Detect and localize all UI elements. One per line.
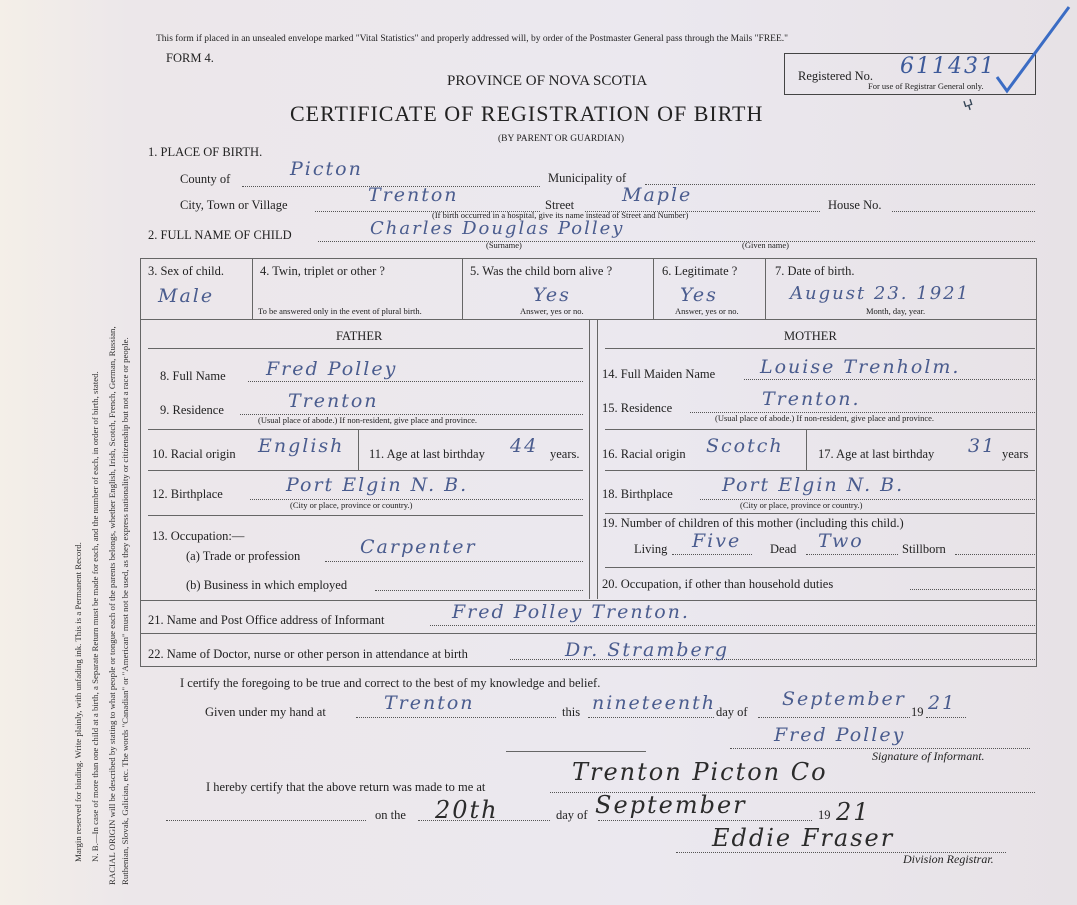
- mother-race-value: Scotch: [706, 435, 784, 457]
- father-name-label: 8. Full Name: [160, 369, 226, 383]
- occupation-label: 13. Occupation:—: [152, 529, 245, 543]
- father-age-value: 44: [510, 435, 539, 457]
- mother-birthplace-label: 18. Birthplace: [602, 487, 673, 501]
- certify-text: I certify the foregoing to be true and correct to the best of my knowledge and belief.: [180, 676, 601, 690]
- mother-years: years: [1002, 447, 1029, 461]
- mother-residence-label: 15. Residence: [602, 401, 673, 415]
- county-value: Picton: [290, 158, 363, 180]
- house-label: House No.: [828, 198, 882, 212]
- twin-label: 4. Twin, triplet or other ?: [260, 264, 385, 278]
- registered-number: 611431: [900, 54, 996, 79]
- form-number: FORM 4.: [166, 51, 214, 65]
- parents-divider: [589, 319, 590, 599]
- stillborn-line: [955, 554, 1035, 555]
- father-birthplace-label: 12. Birthplace: [152, 487, 223, 501]
- parents-divider: [597, 319, 598, 599]
- living-value: Five: [692, 530, 742, 552]
- dead-label: Dead: [770, 542, 797, 556]
- mother-name-label: 14. Full Maiden Name: [602, 367, 716, 381]
- trade-value: Carpenter: [360, 536, 477, 558]
- father-rule: [148, 515, 583, 516]
- legitimate-value: Yes: [680, 284, 718, 306]
- father-birthplace-value: Port Elgin N. B.: [286, 474, 469, 496]
- mother-name-line: [744, 379, 1035, 380]
- postal-note: This form if placed in an unsealed envelope marked "Vital Statistics" and properly addressed will, by order of the Postmaster General pass through the Mails "FREE.": [156, 34, 789, 44]
- born-alive-value: Yes: [533, 284, 571, 306]
- mother-birthplace-value: Port Elgin N. B.: [722, 474, 905, 496]
- registrar-place-value: Trenton Picton Co: [572, 758, 828, 786]
- father-residence-value: Trenton: [288, 390, 379, 412]
- business-label: (b) Business in which employed: [186, 578, 348, 592]
- father-cell-divider: [358, 430, 359, 470]
- mother-residence-note: (Usual place of abode.) If non-resident, give place and province.: [715, 413, 935, 423]
- municipality-label: Municipality of: [548, 171, 627, 185]
- mother-rule: [605, 470, 1035, 471]
- mother-occupation-line: [910, 589, 1035, 590]
- given-under-label: Given under my hand at: [205, 705, 326, 719]
- surname-note: (Surname): [486, 240, 522, 250]
- division-registrar-label: Division Registrar.: [903, 852, 994, 866]
- margin-note-2: N. B.—In case of more than one child at a birth, a Separate Return must be made for each, and the number of each, in order of birth, stated.: [90, 371, 100, 862]
- street-value: Maple: [622, 184, 693, 206]
- county-label: County of: [180, 172, 231, 186]
- date-of-birth-value: August 23. 1921: [790, 283, 971, 304]
- born-alive-note: Answer, yes or no.: [520, 306, 584, 316]
- trade-line: [325, 561, 583, 562]
- registered-label: Registered No.: [798, 69, 873, 83]
- legitimate-label: 6. Legitimate ?: [662, 264, 738, 278]
- city-value: Trenton: [368, 184, 459, 206]
- given-place-value: Trenton: [384, 692, 475, 714]
- father-residence-note: (Usual place of abode.) If non-resident, give place and province.: [258, 415, 478, 425]
- father-heading-rule: [148, 348, 583, 349]
- child-name-label: 2. FULL NAME OF CHILD: [148, 228, 292, 242]
- cell-divider: [462, 258, 463, 319]
- registrar-use-note: For use of Registrar General only.: [868, 81, 984, 91]
- cell-divider: [765, 258, 766, 319]
- father-race-label: 10. Racial origin: [152, 447, 236, 461]
- legitimate-note: Answer, yes or no.: [675, 306, 739, 316]
- certificate-subtitle: (BY PARENT OR GUARDIAN): [498, 134, 625, 144]
- cell-divider: [653, 258, 654, 319]
- father-age-label: 11. Age at last birthday: [369, 447, 485, 461]
- check-mark-icon: [985, 5, 1075, 95]
- dead-line: [806, 554, 898, 555]
- mother-name-value: Louise Trenholm.: [760, 356, 961, 378]
- given-place-line: [356, 717, 556, 718]
- doctor-value: Dr. Stramberg: [565, 639, 730, 661]
- informant-label: 21. Name and Post Office address of Informant: [148, 613, 385, 627]
- divider-bottom: [140, 666, 1037, 667]
- sex-value: Male: [158, 285, 215, 307]
- registrar-year-prefix: 19: [818, 808, 831, 822]
- father-rule: [148, 429, 583, 430]
- sex-label: 3. Sex of child.: [148, 264, 225, 278]
- mother-rule: [605, 429, 1035, 430]
- registrar-certify-text: I hereby certify that the above return was made to me at: [206, 780, 486, 794]
- mother-rule: [605, 513, 1035, 514]
- father-race-value: English: [258, 435, 345, 457]
- mother-occupation-label: 20. Occupation, if other than household duties: [602, 577, 834, 591]
- signature-rule: [506, 751, 646, 752]
- registrar-month-value: September: [595, 791, 747, 819]
- informant-line: [430, 625, 1035, 626]
- twin-note: To be answered only in the event of plural birth.: [258, 306, 422, 316]
- stamp-mark-icon: ⵖ: [961, 97, 977, 116]
- trade-label: (a) Trade or profession: [186, 549, 301, 563]
- registrar-day-of-label: day of: [556, 808, 588, 822]
- city-label: City, Town or Village: [180, 198, 288, 212]
- cell-divider: [252, 258, 253, 319]
- father-name-value: Fred Polley: [266, 358, 398, 380]
- living-label: Living: [634, 542, 668, 556]
- date-of-birth-label: 7. Date of birth.: [775, 264, 855, 278]
- mother-age-label: 17. Age at last birthday: [818, 447, 935, 461]
- registrar-prefix-line: [166, 820, 366, 821]
- mother-birthplace-note: (City or place, province or country.): [740, 500, 863, 510]
- children-count-label: 19. Number of children of this mother (including this child.): [602, 516, 904, 530]
- informant-signature: Fred Polley: [774, 724, 906, 746]
- mother-heading-rule: [605, 348, 1035, 349]
- divider-informant: [140, 633, 1037, 634]
- living-line: [672, 554, 752, 555]
- margin-note-4: Ruthenian, Slovak, Galician, etc. The words "Canadian" or "American" must not be used, as they express nationality or citizenship but not a race or people.: [120, 337, 130, 885]
- mother-residence-value: Trenton.: [762, 388, 861, 410]
- child-name-value: Charles Douglas Polley: [370, 218, 625, 239]
- day-of-label: day of: [716, 705, 748, 719]
- business-line: [375, 590, 583, 591]
- mother-rule: [605, 567, 1035, 568]
- place-of-birth-label: 1. PLACE OF BIRTH.: [148, 145, 263, 159]
- mother-age-value: 31: [968, 435, 997, 457]
- born-alive-label: 5. Was the child born alive ?: [470, 264, 613, 278]
- day-line: [588, 717, 714, 718]
- father-birthplace-note: (City or place, province or country.): [290, 500, 413, 510]
- margin-note-1: Margin reserved for binding. Write plainly, with unfading ink. This is a Permanent Record.: [73, 542, 83, 862]
- signature-label: Signature of Informant.: [872, 749, 985, 763]
- municipality-line: [645, 184, 1035, 185]
- father-years: years.: [550, 447, 580, 461]
- dead-value: Two: [818, 530, 864, 552]
- month-line: [758, 717, 910, 718]
- father-heading: FATHER: [336, 329, 383, 343]
- year-value: 21: [928, 692, 957, 714]
- father-name-line: [248, 381, 583, 382]
- certificate-title: CERTIFICATE OF REGISTRATION OF BIRTH: [290, 101, 764, 126]
- child-name-line: [318, 241, 1035, 242]
- frame-right: [1036, 258, 1037, 666]
- on-the-label: on the: [375, 808, 406, 822]
- hospital-note: (If birth occurred in a hospital, give its name instead of Street and Number): [432, 210, 689, 220]
- divider-top: [140, 258, 1037, 259]
- province-heading: PROVINCE OF NOVA SCOTIA: [447, 73, 648, 89]
- house-line: [892, 211, 1035, 212]
- this-label: this: [562, 705, 581, 719]
- registrar-signature: Eddie Fraser: [712, 824, 895, 852]
- mother-race-label: 16. Racial origin: [602, 447, 686, 461]
- father-rule: [148, 470, 583, 471]
- mother-heading: MOTHER: [784, 329, 837, 343]
- date-note: Month, day, year.: [866, 306, 926, 316]
- margin-note-3: RACIAL ORIGIN will be described by stating to what people or tongue each of the parents belongs, whether English, Irish, Scotch, French, German, Russian,: [107, 326, 117, 885]
- registrar-month-line: [598, 820, 812, 821]
- year-line: [926, 717, 966, 718]
- doctor-label: 22. Name of Doctor, nurse or other person in attendance at birth: [148, 647, 468, 661]
- registrar-day-value: 20th: [435, 796, 499, 824]
- frame-left: [140, 258, 141, 666]
- year-prefix: 19: [911, 705, 924, 719]
- day-value: nineteenth: [592, 692, 717, 714]
- given-name-note: (Given name): [742, 240, 789, 250]
- informant-value: Fred Polley Trenton.: [452, 601, 690, 623]
- mother-cell-divider: [806, 430, 807, 470]
- street-label: Street: [545, 198, 575, 212]
- month-value: September: [782, 688, 906, 710]
- father-residence-label: 9. Residence: [160, 403, 224, 417]
- stillborn-label: Stillborn: [902, 542, 946, 556]
- registrar-year-value: 21: [836, 798, 871, 826]
